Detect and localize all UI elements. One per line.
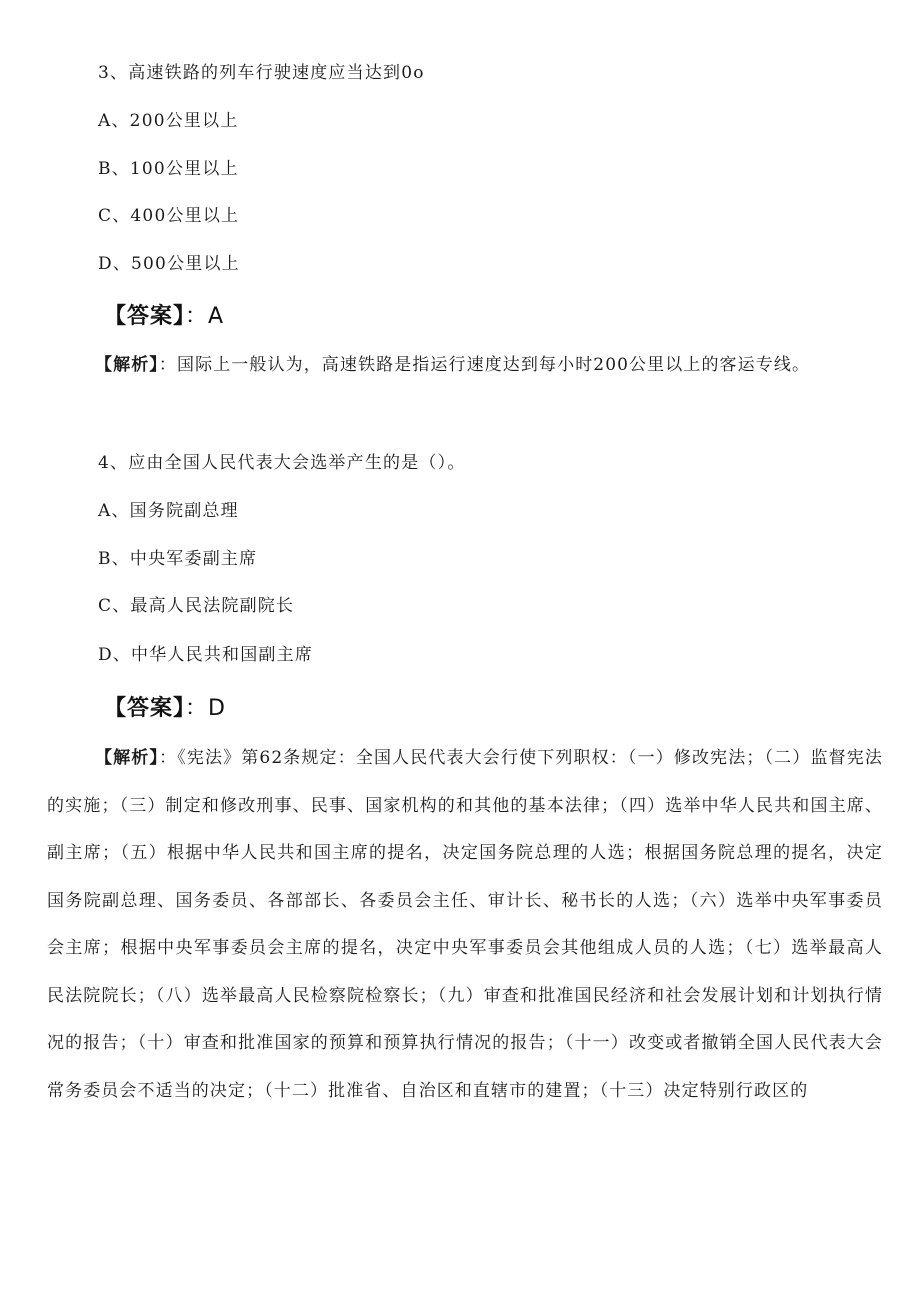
question-4-option-d: D、中华人民共和国副主席: [98, 645, 314, 665]
question-3-explanation: [47, 342, 883, 390]
explanation-text: ：国际上一般认为，高速铁路是指运行速度达到每小时200公里以上的客运专线。: [158, 355, 811, 375]
question-3-option-a: A、200公里以上: [98, 111, 239, 131]
question-4-answer: [104, 694, 226, 724]
answer-label: 【答案】: [104, 304, 186, 329]
explanation-label: 【解析】: [95, 355, 159, 375]
answer-value: ：D: [185, 696, 226, 721]
question-4-stem: 4、应由全国人民代表大会选举产生的是（）。: [98, 453, 466, 473]
question-4-option-c: C、最高人民法院副院长: [98, 596, 295, 616]
question-3-stem: 3、高速铁路的列车行驶速度应当达到0o: [98, 63, 425, 83]
explanation-label: 【解析】: [95, 748, 160, 768]
answer-value: ：A: [185, 304, 225, 329]
question-3-answer: [104, 302, 224, 332]
question-3-option-d: D、500公里以上: [98, 254, 240, 274]
question-4-explanation: [47, 735, 883, 1115]
question-4-option-a: A、国务院副总理: [98, 501, 239, 521]
question-4-option-b: B、中央军委副主席: [98, 549, 258, 569]
question-3-option-b: B、100公里以上: [98, 159, 239, 179]
question-3-option-c: C、400公里以上: [98, 206, 240, 226]
explanation-text: ：《宪法》第62条规定：全国人民代表大会行使下列职权：（一）修改宪法；（二）监督宪法的实施；（三）制定和修改刑事、民事、国家机构的和其他的基本法律；（四）选举中华人民共和国主席、副主席；（五）根据中华人民共和国主席的提名，决定国务院总理的人选；根据国务院总理的提名，决定国务院副总理、国务委员、各部部长、各委员会主任、审计长、秘书长的人选；（六）选举中央军事委员会主席；根据中央军事委员会主席的提名，决定中央军事委员会其他组成人员的人选；（七）选举最高人民法院院长；（八）选举最高人民检察院检察长；（九）审查和批准国民经济和社会发展计划和计划执行情况的报告；（十）审查和批准国家的预算和预算执行情况的报告；（十一）改变或者撤销全国人民代表大会常务委员会不适当的决定；（十二）批准省、自治区和直辖市的建置；（十三）决定特别行政区的: [47, 748, 883, 1101]
answer-label: 【答案】: [104, 696, 186, 721]
